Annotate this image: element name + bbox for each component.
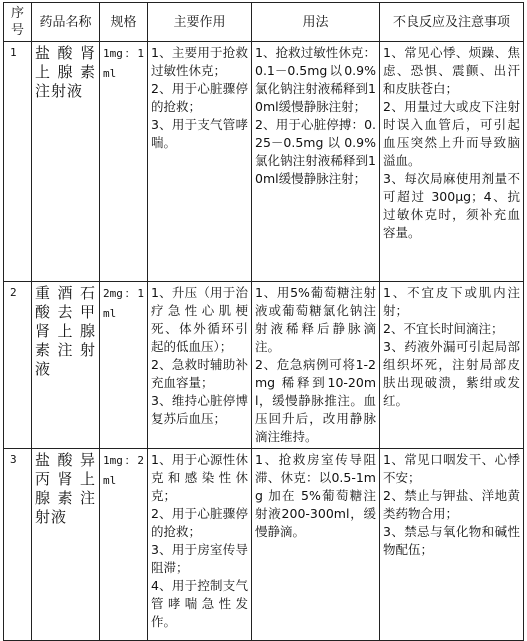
drug-dosage [252, 282, 380, 449]
uses-line: 1、用于心源性休克和感染性休克； [151, 452, 248, 503]
uses-line: 2、急救时辅助补充血容量； [151, 357, 248, 390]
drug-dosage [252, 42, 380, 282]
dosage-line: 2、危急病例可将1-2mg 稀释到10-20ml，缓慢静脉推注。血压回升后，改用静脉滴注维持。 [255, 357, 376, 444]
drug-name: 重酒石酸去甲肾上腺素注射液 [32, 282, 100, 449]
uses-line: 1、主要用于抢救过敏性休克； [151, 45, 248, 78]
drug-spec: 1mg：1ml [100, 42, 148, 282]
header-uses: 主要作用 [148, 3, 252, 42]
header-row [4, 3, 524, 42]
adverse-line: 3、禁忌与氧化物和碱性物配伍； [383, 524, 520, 557]
uses-line: 4、用于控制支气管哮喘急性发作。 [151, 578, 248, 629]
adverse-line: 1、常见心悸、烦躁、焦虑、恐惧、震颤、出汗和皮肤苍白； [383, 45, 520, 96]
table-row [4, 282, 524, 449]
header-dosage: 用法 [252, 3, 380, 42]
uses-line: 3、用于房室传导阻滞； [151, 542, 248, 575]
dosage-line: 1、抢救房室传导阻滞、休克：以0.5-1mg 加在 5%葡萄糖注射液200-300ml，缓慢静滴。 [255, 452, 376, 539]
drug-adverse [380, 449, 524, 641]
adverse-line: 2、禁止与钾盐、洋地黄类药物合用； [383, 488, 520, 521]
adverse-line: 1、常见口咽发干、心悸不安； [383, 452, 520, 485]
uses-line: 3、用于支气管哮喘。 [151, 117, 248, 150]
uses-line: 2、用于心脏骤停的抢救； [151, 81, 248, 114]
uses-line: 1、升压（用于治疗急性心肌梗死、体外循环引起的低血压）； [151, 285, 248, 354]
header-index: 序号 [4, 3, 32, 42]
drug-dosage [252, 449, 380, 641]
header-adverse: 不良反应及注意事项 [380, 3, 524, 42]
table-row [4, 42, 524, 282]
header-name: 药品名称 [32, 3, 100, 42]
adverse-line: 2、不宜长时间滴注； [383, 321, 504, 336]
dosage-line: 1、抢救过敏性休克：0.1－0.5mg以0.9%氯化钠注射液稀释到10ml缓慢静脉注射； [255, 45, 376, 114]
uses-line: 2、用于心脏骤停的抢救； [151, 506, 248, 539]
drug-adverse [380, 282, 524, 449]
dosage-line: 1、用5%葡萄糖注射液或葡萄糖氯化钠注射液稀释后静脉滴注。 [255, 285, 376, 354]
drug-spec: 2mg：1ml [100, 282, 148, 449]
drug-name: 盐酸异丙肾上腺素注射液 [32, 449, 100, 641]
row-index: 1 [4, 42, 32, 282]
drug-table [3, 2, 524, 641]
adverse-line: 1、不宜皮下或肌内注射； [383, 285, 520, 318]
adverse-line: 3、每次局麻使用剂量不可超过 300μg；4、抗过敏休克时，须补充血容量。 [383, 171, 520, 240]
header-spec: 规格 [100, 3, 148, 42]
drug-spec: 1mg：2ml [100, 449, 148, 641]
row-index: 2 [4, 282, 32, 449]
adverse-line: 2、用量过大或皮下注射时误入血管后，可引起血压突然上升而导致脑溢血。 [383, 99, 520, 168]
drug-name: 盐酸肾上腺素注射液 [32, 42, 100, 282]
row-index: 3 [4, 449, 32, 641]
adverse-line: 3、药液外漏可引起局部组织坏死，注射局部皮肤出现破溃，紫绀或发红。 [383, 339, 520, 408]
drug-uses [148, 282, 252, 449]
uses-line: 3、维持心脏停博复苏后血压； [151, 393, 248, 426]
drug-uses [148, 42, 252, 282]
drug-adverse [380, 42, 524, 282]
dosage-line: 2、用于心脏停搏：0.25－0.5mg 以 0.9%氯化钠注射液稀释到10ml缓慢静脉注射； [255, 117, 376, 186]
table-row [4, 449, 524, 641]
drug-uses [148, 449, 252, 641]
